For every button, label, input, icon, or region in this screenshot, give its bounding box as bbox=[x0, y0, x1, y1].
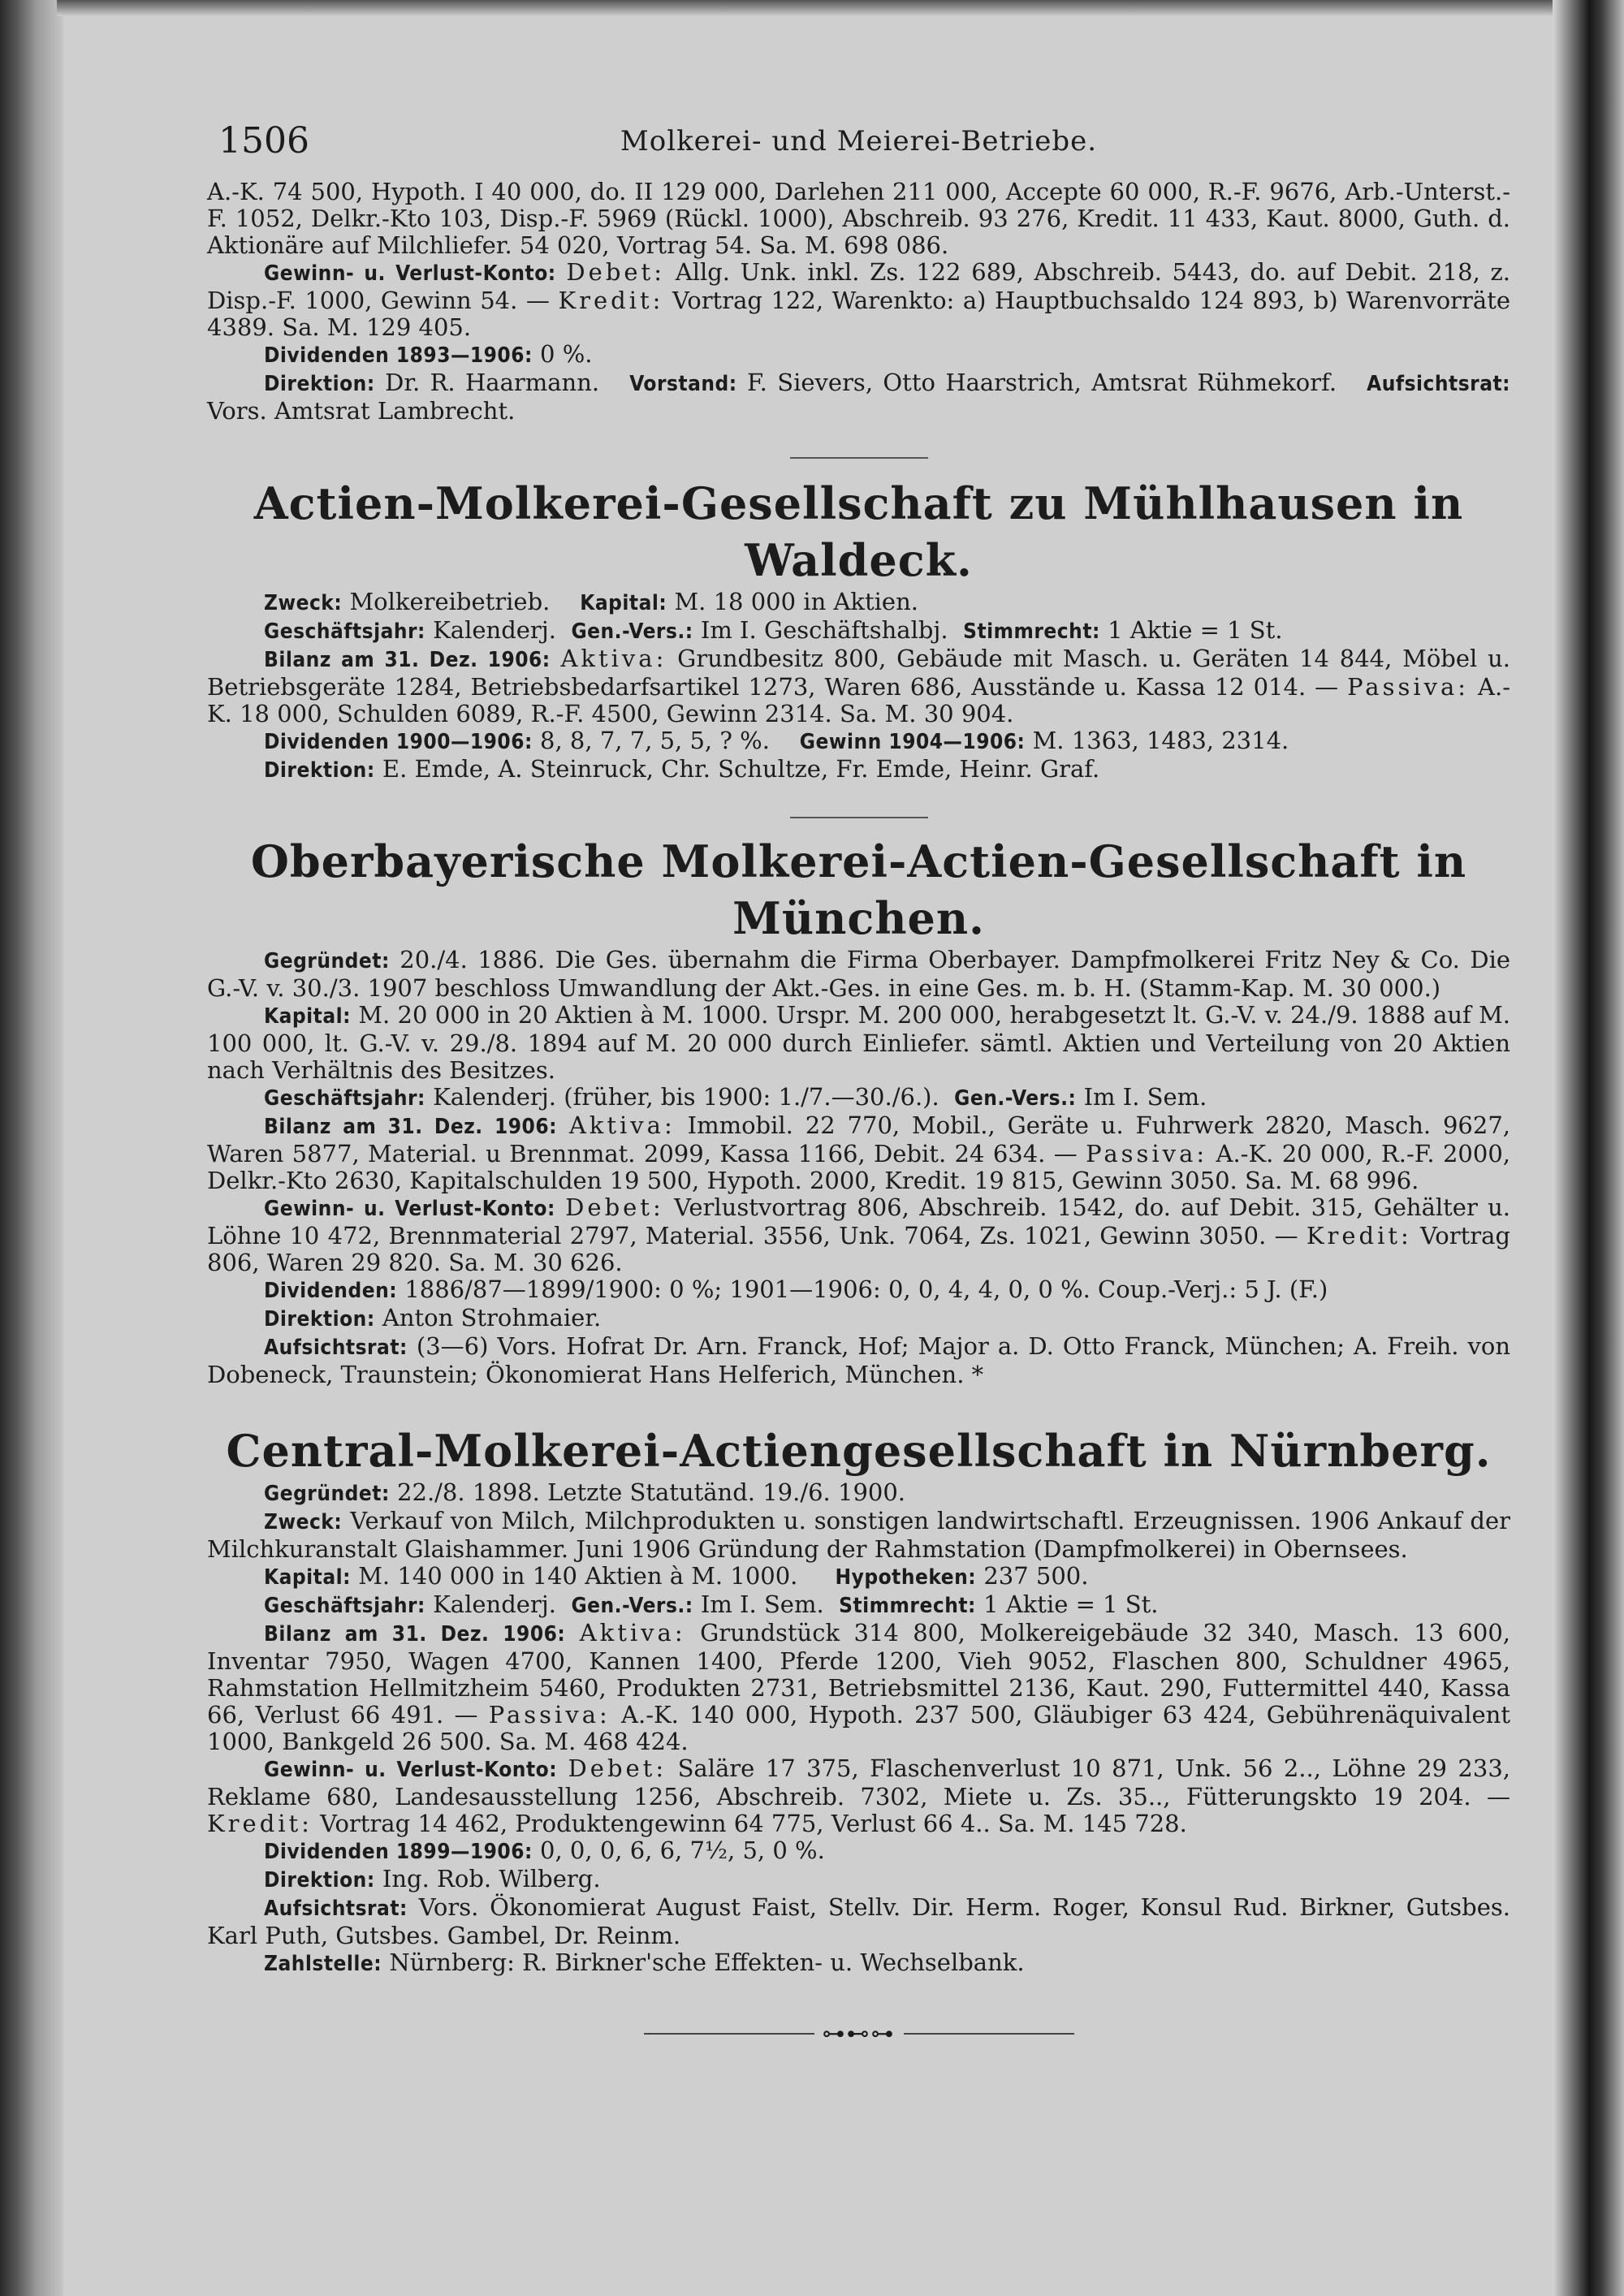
paying-agent-line bbox=[207, 1949, 1510, 1978]
debet-word: Debet: bbox=[568, 1754, 667, 1782]
supervisory-board-line bbox=[207, 1894, 1510, 1949]
capital-line bbox=[207, 1563, 1510, 1591]
continuation-dividends bbox=[207, 341, 1510, 369]
direction-label: Direktion: bbox=[264, 758, 375, 783]
continuation-gv-konto bbox=[207, 259, 1510, 341]
capital-text: M. 20 000 in 20 Aktien à M. 1000. Urspr. M. 200 000, herabgesetzt lt. G.-V. v. 24./9. 1888 auf M. 100 000, lt. G.-V. v. 29./8. 1894 auf M. 20 000 durch Einliefer. sämtl. Aktien und Verteilung von 20 Aktien nach Verhältnis des Besitzes. bbox=[207, 1001, 1511, 1084]
passiva-text: A.-K. 140 000, Hypoth. 237 500, Gläubiger 63 424, Gebührenäquivalent 1000, Bankgeld 26 500. Sa. M. 468 424. bbox=[207, 1701, 1510, 1755]
page-top-edge bbox=[57, 0, 1567, 16]
dividends-text: 8, 8, 7, 7, 5, 5, ? %. bbox=[540, 727, 770, 754]
balance-label: Bilanz am 31. Dez. 1906: bbox=[264, 1622, 566, 1646]
aktiva-text: Grundbesitz 800, Gebäude mit Masch. u. Geräten 14 844, Möbel u. Betriebsgeräte 1284, Betriebsbedarfsartikel 1273, Waren 686, Ausstände u. Kassa 12 014. — bbox=[207, 645, 1510, 701]
fiscal-year-text: Kalenderj. (früher, bis 1900: 1./7.—30./6.). bbox=[433, 1083, 939, 1111]
aufsichtsrat-label: Aufsichtsrat: bbox=[264, 1897, 408, 1921]
direction-line bbox=[207, 756, 1510, 784]
kredit-text: Vortrag 14 462, Produktengewinn 64 775, Verlust 66 4.. Sa. M. 145 728. bbox=[320, 1810, 1187, 1837]
direction-text: E. Emde, A. Steinruck, Chr. Schultze, Fr. Emde, Heinr. Graf. bbox=[382, 755, 1100, 783]
paying-agent-text: Nürnberg: R. Birkner'sche Effekten- u. Wechselbank. bbox=[389, 1949, 1025, 1976]
profit-text: M. 1363, 1483, 2314. bbox=[1032, 727, 1289, 754]
company-heading: Central-Molkerei-Actiengesellschaft in Nürnberg. bbox=[226, 1425, 1492, 1477]
aufsichtsrat-label: Aufsichtsrat: bbox=[264, 1336, 408, 1360]
dividends-text: 1886/87—1899/1900: 0 %; 1901—1906: 0, 0, 4, 4, 0, 0 %. Coup.-Verj.: 5 J. (F.) bbox=[404, 1275, 1328, 1303]
capital-label: Kapital: bbox=[580, 591, 667, 615]
balance-sheet bbox=[207, 1620, 1510, 1755]
fiscal-year-label: Geschäftsjahr: bbox=[264, 1594, 425, 1618]
company-heading: Actien-Molkerei-Gesellschaft zu Mühlhausen in Waldeck. bbox=[253, 477, 1464, 586]
purpose-text: Molkereibetrieb. bbox=[349, 588, 551, 615]
aktiva-word: Aktiva: bbox=[560, 645, 667, 672]
company-entry-muehlhausen bbox=[207, 475, 1510, 784]
book-spine-shadow bbox=[0, 0, 63, 2296]
continuation-entry bbox=[207, 179, 1510, 425]
capital-label: Kapital: bbox=[264, 1565, 351, 1590]
debet-word: Debet: bbox=[566, 258, 665, 286]
kredit-word: Kredit: bbox=[558, 287, 664, 314]
aufsichtsrat-text: Vors. Amtsrat Lambrecht. bbox=[207, 397, 516, 425]
aufsichtsrat-text: (3—6) Vors. Hofrat Dr. Arn. Franck, Hof; Major a. D. Otto Franck, München; A. Freih. von Dobeneck, Traunstein; Ökonomierat Hans Helferich, München. * bbox=[207, 1332, 1510, 1388]
aufsichtsrat-text: Vors. Ökonomierat August Faist, Stellv. Dir. Herm. Roger, Konsul Rud. Birkner, Gutsbes. Karl Puth, Gutsbes. Gambel, Dr. Reinm. bbox=[207, 1893, 1510, 1949]
kredit-word: Kredit: bbox=[1306, 1222, 1412, 1249]
running-header bbox=[207, 114, 1510, 179]
founded-label: Gegründet: bbox=[264, 1482, 390, 1506]
dividends-line bbox=[207, 1276, 1510, 1305]
continuation-balance: A.-K. 74 500, Hypoth. I 40 000, do. II 129 000, Darlehen 211 000, Accepte 60 000, R.-F. 9676, Arb.-Unterst.-F. 1052, Delkr.-Kto 103, Disp.-F. 5969 (Rückl. 1000), Abschreib. 93 276, Kredit. 11 433, Kaut. 8000, Guth. d. Aktionäre auf Milchliefer. 54 020, Vortrag 54. Sa. M. 698 086. bbox=[207, 178, 1510, 259]
vorstand-text: F. Sievers, Otto Haarstrich, Amtsrat Rühmekorf. bbox=[747, 369, 1337, 396]
purpose-line bbox=[207, 589, 1510, 617]
page-number: 1506 bbox=[218, 120, 309, 162]
fiscal-line bbox=[207, 617, 1510, 645]
passiva-word: Passiva: bbox=[488, 1701, 611, 1728]
capital-text: M. 18 000 in Aktien. bbox=[674, 588, 918, 615]
dividends-label: Dividenden 1900—1906: bbox=[264, 730, 533, 754]
gv-konto-label: Gewinn- u. Verlust-Konto: bbox=[264, 1197, 555, 1221]
fiscal-year-text: Kalenderj. bbox=[433, 1590, 557, 1618]
balance-label: Bilanz am 31. Dez. 1906: bbox=[264, 1115, 557, 1139]
general-meeting-text: Im I. Geschäftshalbj. bbox=[700, 616, 948, 644]
ornament-line-right bbox=[904, 2033, 1074, 2035]
voting-right-label: Stimmrecht: bbox=[839, 1594, 976, 1618]
general-meeting-label: Gen.-Vers.: bbox=[954, 1086, 1077, 1111]
supervisory-board-line bbox=[207, 1333, 1510, 1388]
purpose-text: Verkauf von Milch, Milchprodukten u. sonstigen landwirtschaftl. Erzeugnissen. 1906 Ankauf der Milchkuranstalt Glaishammer. Juni 1906 Gründung der Rahmstation (Dampfmolkerei) in Obernsees. bbox=[207, 1507, 1510, 1563]
kredit-word: Kredit: bbox=[207, 1810, 313, 1837]
passiva-text: A.-K. 20 000, R.-F. 2000, Delkr.-Kto 2630, Kapitalschulden 19 500, Hypoth. 2000, Kredit. 19 815, Gewinn 3050. Sa. M. 68 996. bbox=[207, 1140, 1510, 1194]
dividends-label: Dividenden: bbox=[264, 1279, 398, 1303]
aktiva-text: Grundstück 314 800, Molkereigebäude 32 340, Masch. 13 600, Inventar 7950, Wagen 4700, Kannen 1400, Pferde 1200, Vieh 9052, Flaschen 800, Schuldner 4965, Rahmstation Hellmitzheim 5460, Produkten 2731, Betriebsmittel 2136, Kaut. 290, Futtermittel 440, Kassa 66, Verlust 66 491. — bbox=[207, 1619, 1510, 1728]
direction-line bbox=[207, 1305, 1510, 1333]
company-entry-nuernberg bbox=[207, 1422, 1510, 1978]
debet-text: Verlustvortrag 806, Abschreib. 1542, do. auf Debit. 315, Gehälter u. Löhne 10 472, Brennmaterial 2797, Material. 3556, Unk. 7064, Zs. 1021, Gewinn 3050. — bbox=[207, 1193, 1511, 1249]
direction-line bbox=[207, 1866, 1510, 1894]
ornament-icon: ⊶⊷⊶ bbox=[822, 2020, 896, 2047]
company-heading: Oberbayerische Molkerei-Actien-Gesellschaft in München. bbox=[250, 835, 1467, 944]
purpose-label: Zweck: bbox=[264, 591, 343, 615]
direction-text: Anton Strohmaier. bbox=[382, 1304, 602, 1331]
balance-sheet bbox=[207, 645, 1510, 727]
voting-right-text: 1 Aktie = 1 St. bbox=[1108, 616, 1283, 644]
kredit-text: Vortrag 122, Warenkto: a) Hauptbuchsaldo 124 893, b) Warenvorräte 4389. Sa. M. 129 405. bbox=[207, 287, 1511, 341]
dividends-text: 0, 0, 0, 6, 6, 7½, 5, 0 %. bbox=[540, 1836, 825, 1864]
founded-line bbox=[207, 947, 1510, 1002]
capital-label: Kapital: bbox=[264, 1004, 351, 1029]
page-right-edge bbox=[1553, 0, 1624, 2296]
mortgage-label: Hypotheken: bbox=[835, 1565, 977, 1590]
debet-word: Debet: bbox=[565, 1193, 664, 1221]
passiva-text: A.-K. 18 000, Schulden 6089, R.-F. 4500, Gewinn 2314. Sa. M. 30 904. bbox=[207, 673, 1511, 727]
purpose-line bbox=[207, 1508, 1510, 1563]
company-entry-muenchen bbox=[207, 833, 1510, 1388]
aktiva-text: Immobil. 22 770, Mobil., Geräte u. Fuhrwerk 2820, Masch. 9627, Waren 5877, Material. u Brennmat. 2099, Kassa 1166, Debit. 24 634. — bbox=[207, 1111, 1510, 1167]
direction-label: Direktion: bbox=[264, 1307, 375, 1331]
passiva-word: Passiva: bbox=[1086, 1140, 1208, 1167]
founded-line bbox=[207, 1479, 1510, 1508]
capital-line bbox=[207, 1002, 1510, 1084]
profit-loss-account bbox=[207, 1755, 1510, 1837]
direction-label: Direktion: bbox=[264, 1868, 375, 1892]
gv-konto-label: Gewinn- u. Verlust-Konto: bbox=[264, 261, 556, 286]
mortgage-text: 237 500. bbox=[983, 1562, 1089, 1590]
vorstand-label: Vorstand: bbox=[629, 372, 737, 396]
end-ornament bbox=[207, 2018, 1510, 2047]
general-meeting-text: Im I. Sem. bbox=[700, 1590, 824, 1618]
debet-text: Allg. Unk. inkl. Zs. 122 689, Abschreib. 5443, do. auf Debit. 218, z. Disp.-F. 1000, Gewinn 54. — bbox=[207, 258, 1511, 314]
voting-right-text: 1 Aktie = 1 St. bbox=[983, 1590, 1159, 1618]
paying-agent-label: Zahlstelle: bbox=[264, 1952, 382, 1976]
dividends-label: Dividenden 1893—1906: bbox=[264, 343, 533, 368]
aktiva-word: Aktiva: bbox=[579, 1619, 686, 1646]
fiscal-line bbox=[207, 1591, 1510, 1620]
general-meeting-label: Gen.-Vers.: bbox=[571, 1594, 693, 1618]
gv-konto-label: Gewinn- u. Verlust-Konto: bbox=[264, 1758, 558, 1782]
capital-text: M. 140 000 in 140 Aktien à M. 1000. bbox=[358, 1562, 798, 1590]
purpose-label: Zweck: bbox=[264, 1510, 343, 1534]
founded-label: Gegründet: bbox=[264, 949, 390, 973]
profit-loss-account bbox=[207, 1194, 1510, 1276]
fiscal-line bbox=[207, 1084, 1510, 1112]
profit-label: Gewinn 1904—1906: bbox=[799, 730, 1026, 754]
dividends-line bbox=[207, 1837, 1510, 1866]
debet-text: Saläre 17 375, Flaschenverlust 10 871, Unk. 56 2.., Löhne 29 233, Reklame 680, Landesausstellung 1256, Abschreib. 7302, Miete u. Zs. 35.., Fütterungskto 19 204. — bbox=[207, 1754, 1511, 1810]
passiva-word: Passiva: bbox=[1347, 673, 1470, 701]
continuation-direction bbox=[207, 369, 1510, 425]
dividends-line bbox=[207, 727, 1510, 756]
balance-label: Bilanz am 31. Dez. 1906: bbox=[264, 648, 551, 672]
page-content bbox=[207, 114, 1510, 2047]
fiscal-year-label: Geschäftsjahr: bbox=[264, 619, 425, 644]
general-meeting-text: Im I. Sem. bbox=[1083, 1083, 1207, 1111]
voting-right-label: Stimmrecht: bbox=[963, 619, 1100, 644]
kredit-text: Vortrag 806, Waren 29 820. Sa. M. 30 626. bbox=[207, 1222, 1511, 1276]
aufsichtsrat-label: Aufsichtsrat: bbox=[1367, 372, 1511, 396]
aktiva-word: Aktiva: bbox=[568, 1111, 676, 1139]
founded-text: 22./8. 1898. Letzte Statutänd. 19./6. 1900. bbox=[397, 1478, 906, 1506]
dividends-label: Dividenden 1899—1906: bbox=[264, 1840, 533, 1864]
dividends-text: 0 %. bbox=[540, 340, 593, 368]
direction-text: Dr. R. Haarmann. bbox=[385, 369, 600, 396]
fiscal-year-text: Kalenderj. bbox=[433, 616, 557, 644]
fiscal-year-label: Geschäftsjahr: bbox=[264, 1086, 425, 1111]
direction-label: Direktion: bbox=[264, 372, 375, 396]
page-title: Molkerei- und Meierei-Betriebe. bbox=[620, 125, 1098, 158]
general-meeting-label: Gen.-Vers.: bbox=[571, 619, 693, 644]
founded-text: 20./4. 1886. Die Ges. übernahm die Firma Oberbayer. Dampfmolkerei Fritz Ney & Co. Die G.-V. v. 30./3. 1907 beschloss Umwandlung der Akt.-Ges. in eine Ges. m. b. H. (Stamm-Kap. M. 30 000.) bbox=[207, 946, 1511, 1002]
ornament-line-left bbox=[644, 2033, 814, 2035]
balance-sheet bbox=[207, 1112, 1510, 1194]
direction-text: Ing. Rob. Wilberg. bbox=[382, 1865, 601, 1892]
